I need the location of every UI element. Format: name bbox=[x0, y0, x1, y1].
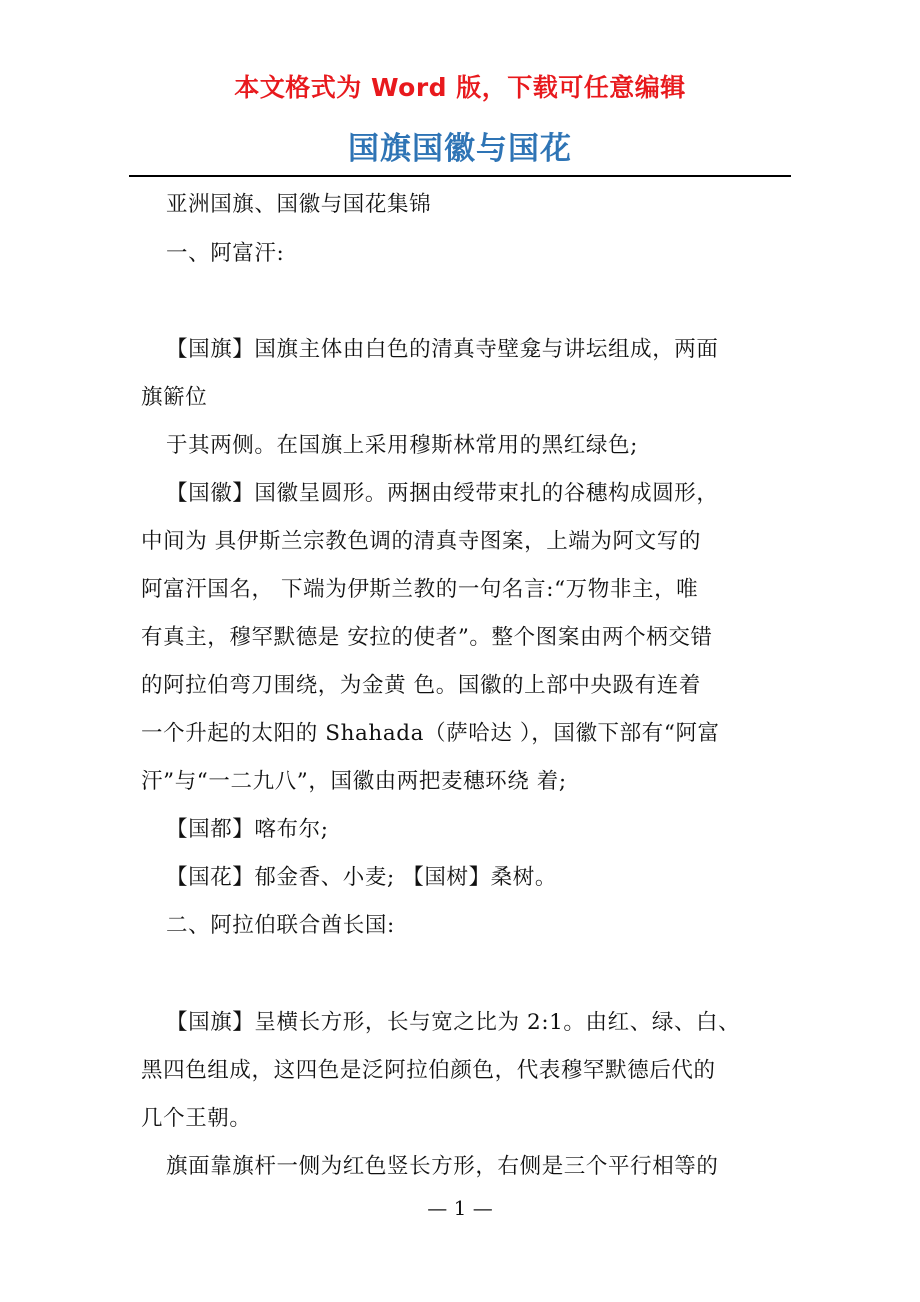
document-title: 国旗国徽与国花 bbox=[348, 131, 572, 167]
title-divider bbox=[129, 175, 791, 177]
paragraph-line: 几个王朝。 bbox=[141, 1106, 252, 1131]
paragraph-line: 【国旗】国旗主体由白色的清真寺壁龛与讲坛组成，两面 bbox=[166, 337, 719, 362]
edit-notice-banner: 本文格式为 Word 版，下载可任意编辑 bbox=[234, 73, 686, 102]
paragraph-line: 【国花】郁金香、小麦; 【国树】桑树。 bbox=[166, 865, 557, 890]
page-number: — 1 — bbox=[427, 1196, 493, 1220]
section-heading-afghanistan: 一、阿富汗: bbox=[166, 241, 285, 266]
paragraph-line: 黑四色组成，这四色是泛阿拉伯颜色，代表穆罕默德后代的 bbox=[141, 1058, 716, 1083]
section-intro: 亚洲国旗、国徽与国花集锦 bbox=[166, 192, 432, 217]
paragraph-line: 旗面靠旗杆一侧为红色竖长方形，右侧是三个平行相等的 bbox=[166, 1154, 719, 1179]
section-heading-uae: 二、阿拉伯联合酋长国: bbox=[166, 913, 395, 938]
paragraph-line: 阿富汗国名， 下端为伊斯兰教的一句名言:“万物非主，唯 bbox=[141, 577, 699, 602]
paragraph-line: 【国都】喀布尔; bbox=[166, 817, 329, 842]
paragraph-line: 有真主，穆罕默德是 安拉的使者”。整个图案由两个柄交错 bbox=[141, 625, 713, 650]
paragraph-line: 于其两侧。在国旗上采用穆斯林常用的黑红绿色; bbox=[166, 433, 638, 458]
paragraph-line: 旗簖位 bbox=[141, 385, 208, 410]
paragraph-line: 中间为 具伊斯兰宗教色调的清真寺图案，上端为阿文写的 bbox=[141, 529, 701, 554]
paragraph-line: 的阿拉伯弯刀围绕，为金黄 色。国徽的上部中央趿有连着 bbox=[141, 673, 701, 698]
paragraph-line: 【国徽】国徽呈圆形。两捆由绶带束扎的谷穗构成圆形， bbox=[166, 481, 719, 506]
paragraph-line: 一个升起的太阳的 Shahada（萨哈达 ），国徽下部有“阿富 bbox=[141, 721, 720, 746]
paragraph-line: 汗”与“一二九八”，国徽由两把麦穗环绕 着; bbox=[141, 769, 567, 794]
paragraph-line: 【国旗】呈横长方形，长与宽之比为 2:1。由红、绿、白、 bbox=[166, 1010, 741, 1035]
